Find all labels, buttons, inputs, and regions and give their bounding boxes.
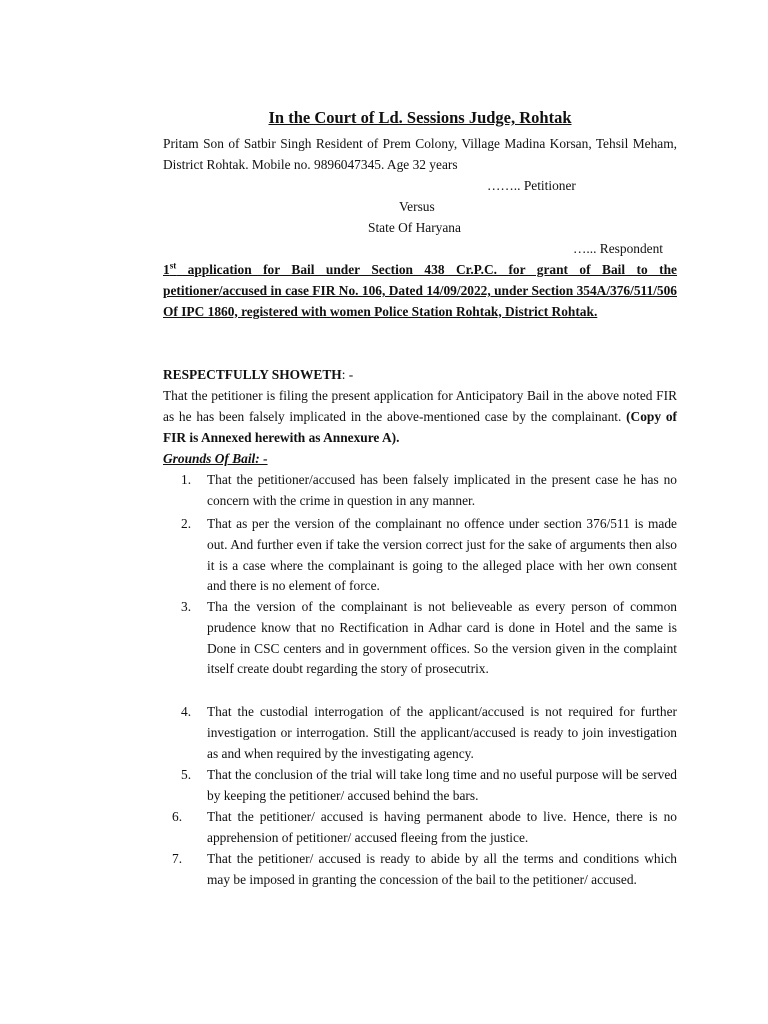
- ground-item: That the custodial interrogation of the applicant/accused is not required for further investigation or interrogation. Still the applicant/accused is ready to join investigation as and when required by the investigating agency.: [207, 704, 677, 761]
- versus-text: Versus: [399, 199, 435, 214]
- petitioner-details: Pritam Son of Satbir Singh Resident of Prem Colony, Village Madina Korsan, Tehsil Meham, District Rohtak. Mobile no. 9896047345. Age 32 years: [163, 136, 677, 172]
- ground-item: That as per the version of the complainant no offence under section 376/511 is made out. And further even if take the version correct just for the sake of arguments then also it is a case where the complainant is going to the alleged place with her own consent and there is no element of force.: [207, 516, 677, 594]
- ground-number: 6.: [172, 809, 183, 824]
- application-subject: [163, 260, 677, 322]
- subject-text: application for Bail under Section 438 Cr.P.C. for grant of Bail to the petitioner/accused in case FIR No. 106, Dated 14/09/2022, under Section 354A/376/511/506 Of IPC 1860, registered with women Police Station Rohtak, District Rohtak.: [163, 262, 677, 319]
- respondent-label: …... Respondent: [573, 241, 664, 256]
- ground-number: 1.: [181, 472, 192, 487]
- ground-number: 5.: [181, 767, 192, 782]
- showeth-suffix: : -: [341, 367, 354, 382]
- ground-item: That the petitioner/accused has been falsely implicated in the present case he has no concern with the crime in question in any manner.: [207, 472, 677, 508]
- ground-item: That the petitioner/ accused is having permanent abode to live. Hence, there is no apprehension of petitioner/ accused fleeing from the justice.: [207, 809, 677, 845]
- intro-annexure: (Copy of FIR is Annexed herewith as Annexure A).: [163, 408, 677, 445]
- ground-number: 4.: [181, 704, 192, 719]
- ground-number: 3.: [181, 599, 192, 614]
- ground-item: That the petitioner/ accused is ready to abide by all the terms and conditions which may be imposed in granting the concession of the bail to the petitioner/ accused.: [207, 851, 677, 887]
- grounds-heading-text: Grounds Of Bail: -: [163, 451, 268, 466]
- petitioner-label: …….. Petitioner: [487, 178, 576, 193]
- intro-paragraph: [163, 386, 677, 448]
- respondent-name: State Of Haryana: [368, 220, 461, 235]
- subject-ordinal-suffix: st: [169, 260, 177, 271]
- ground-item: Tha the version of the complainant is not believeable as every person of common prudence know that no Rectification in Adhar card is done in Hotel and the same is Done in CSC centers and in government offices. So the version given in the complaint itself create doubt regarding the story of prosecutrix.: [207, 599, 677, 677]
- intro-text: That the petitioner is filing the present application for Anticipatory Bail in the above noted FIR as he has been falsely implicated in the above-mentioned case by the complainant.: [163, 388, 677, 424]
- ground-item: That the conclusion of the trial will take long time and no useful purpose will be served by keeping the petitioner/ accused behind the bars.: [207, 767, 677, 803]
- ground-number: 7.: [172, 851, 183, 866]
- respectfully-showeth: [163, 365, 353, 386]
- ground-number: 2.: [181, 516, 192, 531]
- subject-ordinal: 1: [163, 262, 170, 277]
- grounds-heading: [163, 449, 268, 470]
- showeth-label: RESPECTFULLY SHOWETH: [163, 367, 342, 382]
- court-heading: In the Court of Ld. Sessions Judge, Rohtak: [268, 108, 572, 127]
